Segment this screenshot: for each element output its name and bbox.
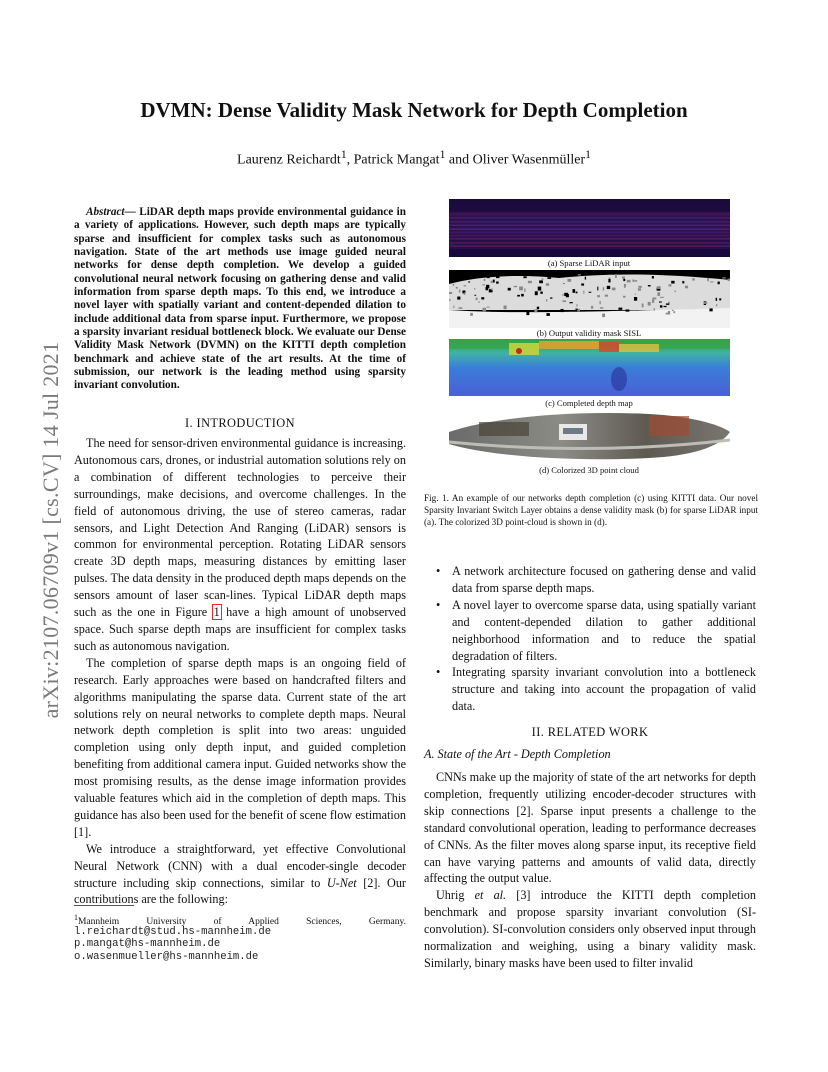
author-line: Laurenz Reichardt$^1$, Patrick Mangat$^1$ and Oliver Wasenmüller$^1$ — [237, 148, 591, 168]
subfigure-b-caption: (b) Output validity mask SISL — [536, 328, 642, 338]
contribution-item: • Integrating sparsity invariant convolution into a bottleneck structure and taking into account the propagation of valid data. — [424, 664, 756, 715]
intro-paragraph-2: The completion of sparse depth maps is an ongoing field of research. Early approaches were based on handcrafted filters and algorithms manipulating the sparse data. Current state of the art solutions rely on neural networks to complete depth maps. Neural network depth completion is split into two areas: unguided completion using only depth input, and guided completion benefiting from additional camera input. Guided networks show the most promising results, as the dense image information provides valuable features which aid in the completion of depth maps. This guidance has also been used for the benefit of scene flow estimation [1]. — [74, 655, 406, 839]
author-2: Patrick Mangat — [353, 152, 440, 168]
rw-p2-text-cont: [3] introduce the KITTI depth completion benchmark and propose sparsity invariant convolution (SI-convolution). SI-convolution considers only observed input through normalization and weighing, using a binary validity mask. Similarly, binary masks have been used to filter invalid — [424, 888, 756, 970]
contribution-item: • A novel layer to overcome sparse data, using spatially variant and content-depended dilation to gather additional neighborhood information and to reduce the spatial degradation of filters. — [424, 597, 756, 665]
abstract — [74, 206, 406, 393]
contributions-list — [424, 563, 756, 715]
section-heading-related-work: II. RELATED WORK — [531, 725, 649, 739]
email-2[interactable]: p.mangat@hs-mannheim.de — [74, 938, 221, 951]
author-1: Laurenz Reichardt — [237, 152, 341, 168]
paper-title: DVMN: Dense Validity Mask Network for Depth Completion — [140, 98, 688, 122]
completed-depth-image — [449, 339, 730, 396]
introduction-body — [74, 435, 406, 908]
intro-p1-text: The need for sensor-driven environmental guidance is increasing. Autonomous cars, drones, or industrial automation solutions rely on a combination of different technologies to perceive their surroundings, make decisions, and overcome challenges. In the field of autonomous driving, the use of stereo cameras, radar sensors, and Light Detection And Ranging (LiDAR) sensors is common for environmental perception. Rotating LiDAR sensors create 3D depth maps, measuring distances by emitting laser pulses. The data density in the produced depth maps depends on the sensors amount of laser scan-lines. Typical LiDAR depth maps such as the one in Figure — [74, 436, 406, 620]
intro-p3-text: We introduce a straightforward, yet effective Convolutional Neural Network (CNN) with a dual encoder-single decoder structure including skip connections, similar to — [74, 841, 406, 890]
abstract-dash: — — [124, 206, 136, 218]
subfigure-c-caption: (c) Completed depth map — [545, 398, 633, 408]
subsection-heading-state-of-art: A. State of the Art - Depth Completion — [424, 747, 611, 761]
email-1[interactable]: l.reichardt@stud.hs-mannheim.de — [74, 926, 272, 938]
affiliation-mark: 1 — [439, 148, 446, 161]
validity-mask-image — [449, 270, 730, 328]
subfigure-a-caption: (a) Sparse LiDAR input — [547, 258, 631, 268]
abstract-label: Abstract — [86, 206, 125, 218]
arxiv-identifier-text: arXiv:2107.06709v1 [cs.CV] 14 Jul 2021 — [38, 341, 63, 719]
footnote-emails — [74, 926, 406, 963]
abstract-text: LiDAR depth maps provide environmental guidance in a variety of applications. However, such depth maps are typically sparse and insufficient for complex tasks such as autonomous navigation. State of the art methods use image guided neural networks for dense depth completion. We develop a guided convolutional neural network focusing on gathering dense and valid information from sparse depth maps. To this end, we introduce a novel layer with spatially variant and content-depended dilation to include additional data from sparse input. Furthermore, we propose a sparsity invariant residual bottleneck block. We evaluate our Dense Validity Mask Network (DVMN) on the KITTI depth completion benchmark and achieve state of the art results. At the time of submission, our network is the leading method using sparsity invariant convolution. — [74, 206, 406, 392]
point-cloud-image — [449, 410, 730, 462]
footnote-text: Mannheim University of Applied Sciences, Germany. — [77, 917, 406, 928]
related-work-paragraph-1: CNNs make up the majority of state of the art networks for depth completion, frequently utilizing encoder-decoder structures with skip connections [2]. Sparse input presents a challenge to the standard convolutional operation, leading to performance decreases of CNNs. As the filter moves along sparse input, its receptive field can have varying patterns and amounts of valid data, directly affecting the output value. — [424, 770, 756, 886]
author-conjunction: and — [448, 152, 470, 168]
intro-p3-text-cont: [2]. Our contributions are the following: — [74, 875, 406, 907]
arxiv-identifier — [36, 295, 66, 765]
unet-term: U-Net — [326, 875, 357, 890]
contribution-item: • A network architecture focused on gathering dense and valid data from sparse depth maps. — [424, 563, 756, 597]
figure-1-link[interactable]: 1 — [213, 605, 220, 620]
subfigure-d-caption: (d) Colorized 3D point cloud — [539, 465, 639, 475]
intro-paragraph-3 — [74, 841, 406, 909]
related-work-paragraph-2 — [424, 887, 756, 972]
footnote-rule — [74, 905, 134, 906]
affiliation-mark: 1 — [585, 148, 591, 161]
et-al: et al. — [474, 888, 507, 903]
related-work-body — [424, 769, 756, 972]
intro-p1-text-cont: have a high amount of unobserved space. Such sparse depth maps are insufficient for complex tasks such as autonomous navigation. — [74, 605, 406, 653]
affiliation-mark: 1 — [340, 148, 347, 161]
section-heading-introduction: I. INTRODUCTION — [185, 416, 295, 430]
email-3[interactable]: o.wasenmueller@hs-mannheim.de — [74, 950, 259, 963]
intro-paragraph-1 — [74, 435, 406, 655]
footnote-mark: 1 — [74, 913, 78, 922]
author-3: Oliver Wasenmüller — [472, 152, 586, 168]
figure-1-caption: Fig. 1. An example of our networks depth completion (c) using KITTI data. Our novel Sparsity Invariant Switch Layer obtains a dense validity mask (b) for sparse LiDAR input (a). The colorized 3D point-cloud is shown in (d). — [424, 493, 758, 527]
sparse-lidar-image — [449, 199, 730, 257]
rw-p2-text: Uhrig — [436, 888, 475, 903]
